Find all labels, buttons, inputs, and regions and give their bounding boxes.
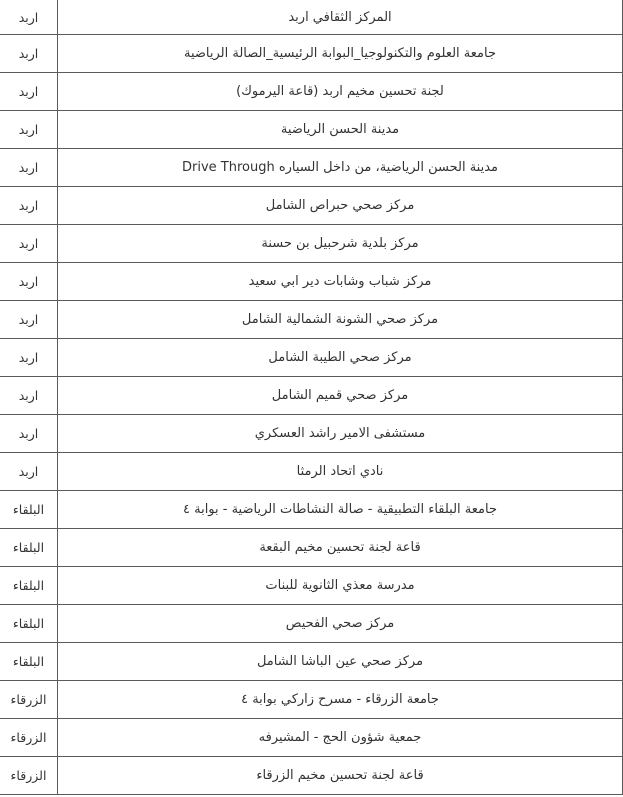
site-name-cell: مركز بلدية شرحبيل بن حسنة [58, 225, 623, 263]
table-row [0, 111, 623, 149]
table-row [0, 73, 623, 111]
site-name-cell: مركز صحي عين الباشا الشامل [58, 643, 623, 681]
site-name-cell: قاعة لجنة تحسين مخيم الزرقاء [58, 757, 623, 795]
city-cell: اربد [0, 377, 58, 415]
city-cell: اربد [0, 111, 58, 149]
site-name-cell: قاعة لجنة تحسين مخيم البقعة [58, 529, 623, 567]
city-cell: البلقاء [0, 529, 58, 567]
site-name-cell: مركز صحي الطيبة الشامل [58, 339, 623, 377]
site-name-cell: مدرسة معذي الثانوية للبنات [58, 567, 623, 605]
site-name-cell: جمعية شؤون الحج - المشيرفه [58, 719, 623, 757]
table-row [0, 225, 623, 263]
table-row [0, 415, 623, 453]
city-cell: الزرقاء [0, 757, 58, 795]
city-cell: اربد [0, 453, 58, 491]
city-cell: البلقاء [0, 491, 58, 529]
table-row [0, 643, 623, 681]
table-row [0, 339, 623, 377]
table-row [0, 529, 623, 567]
site-name-cell: جامعة الزرقاء - مسرح زاركي بوابة ٤ [58, 681, 623, 719]
table-row [0, 453, 623, 491]
site-name-cell: جامعة البلقاء التطبيقية - صالة النشاطات الرياضية - بوابة ٤ [58, 491, 623, 529]
table-row [0, 187, 623, 225]
city-cell: اربد [0, 339, 58, 377]
city-cell: اربد [0, 263, 58, 301]
table-row [0, 35, 623, 73]
city-cell: اربد [0, 187, 58, 225]
city-cell: البلقاء [0, 605, 58, 643]
city-cell: اربد [0, 225, 58, 263]
table-row [0, 605, 623, 643]
table-row [0, 0, 623, 35]
city-cell: اربد [0, 35, 58, 73]
table-row [0, 719, 623, 757]
site-name-cell: مركز صحي حبراص الشامل [58, 187, 623, 225]
city-cell: البلقاء [0, 567, 58, 605]
table-row [0, 301, 623, 339]
site-name-cell: مركز صحي الشونة الشمالية الشامل [58, 301, 623, 339]
table-row [0, 681, 623, 719]
city-cell: اربد [0, 415, 58, 453]
city-cell: اربد [0, 0, 58, 35]
table-row [0, 567, 623, 605]
table-row [0, 491, 623, 529]
city-cell: اربد [0, 301, 58, 339]
table-row [0, 757, 623, 795]
city-cell: اربد [0, 149, 58, 187]
site-name-cell: المركز الثقافي اربد [58, 0, 623, 35]
site-name-cell: مركز شباب وشابات دير ابي سعيد [58, 263, 623, 301]
city-cell: اربد [0, 73, 58, 111]
table-row [0, 263, 623, 301]
site-name-cell: نادي اتحاد الرمثا [58, 453, 623, 491]
site-name-cell: لجنة تحسين مخيم اربد (قاعة اليرموك) [58, 73, 623, 111]
site-name-cell: مدينة الحسن الرياضية، من داخل السياره Drive Through [58, 149, 623, 187]
city-cell: الزرقاء [0, 719, 58, 757]
city-cell: البلقاء [0, 643, 58, 681]
site-name-cell: مركز صحي قميم الشامل [58, 377, 623, 415]
site-name-cell: جامعة العلوم والتكنولوجيا_البوابة الرئيسية_الصالة الرياضية [58, 35, 623, 73]
city-cell: الزرقاء [0, 681, 58, 719]
table-row [0, 377, 623, 415]
site-name-cell: مستشفى الامير راشد العسكري [58, 415, 623, 453]
site-name-cell: مدينة الحسن الرياضية [58, 111, 623, 149]
table-row [0, 149, 623, 187]
site-name-cell: مركز صحي الفحيص [58, 605, 623, 643]
